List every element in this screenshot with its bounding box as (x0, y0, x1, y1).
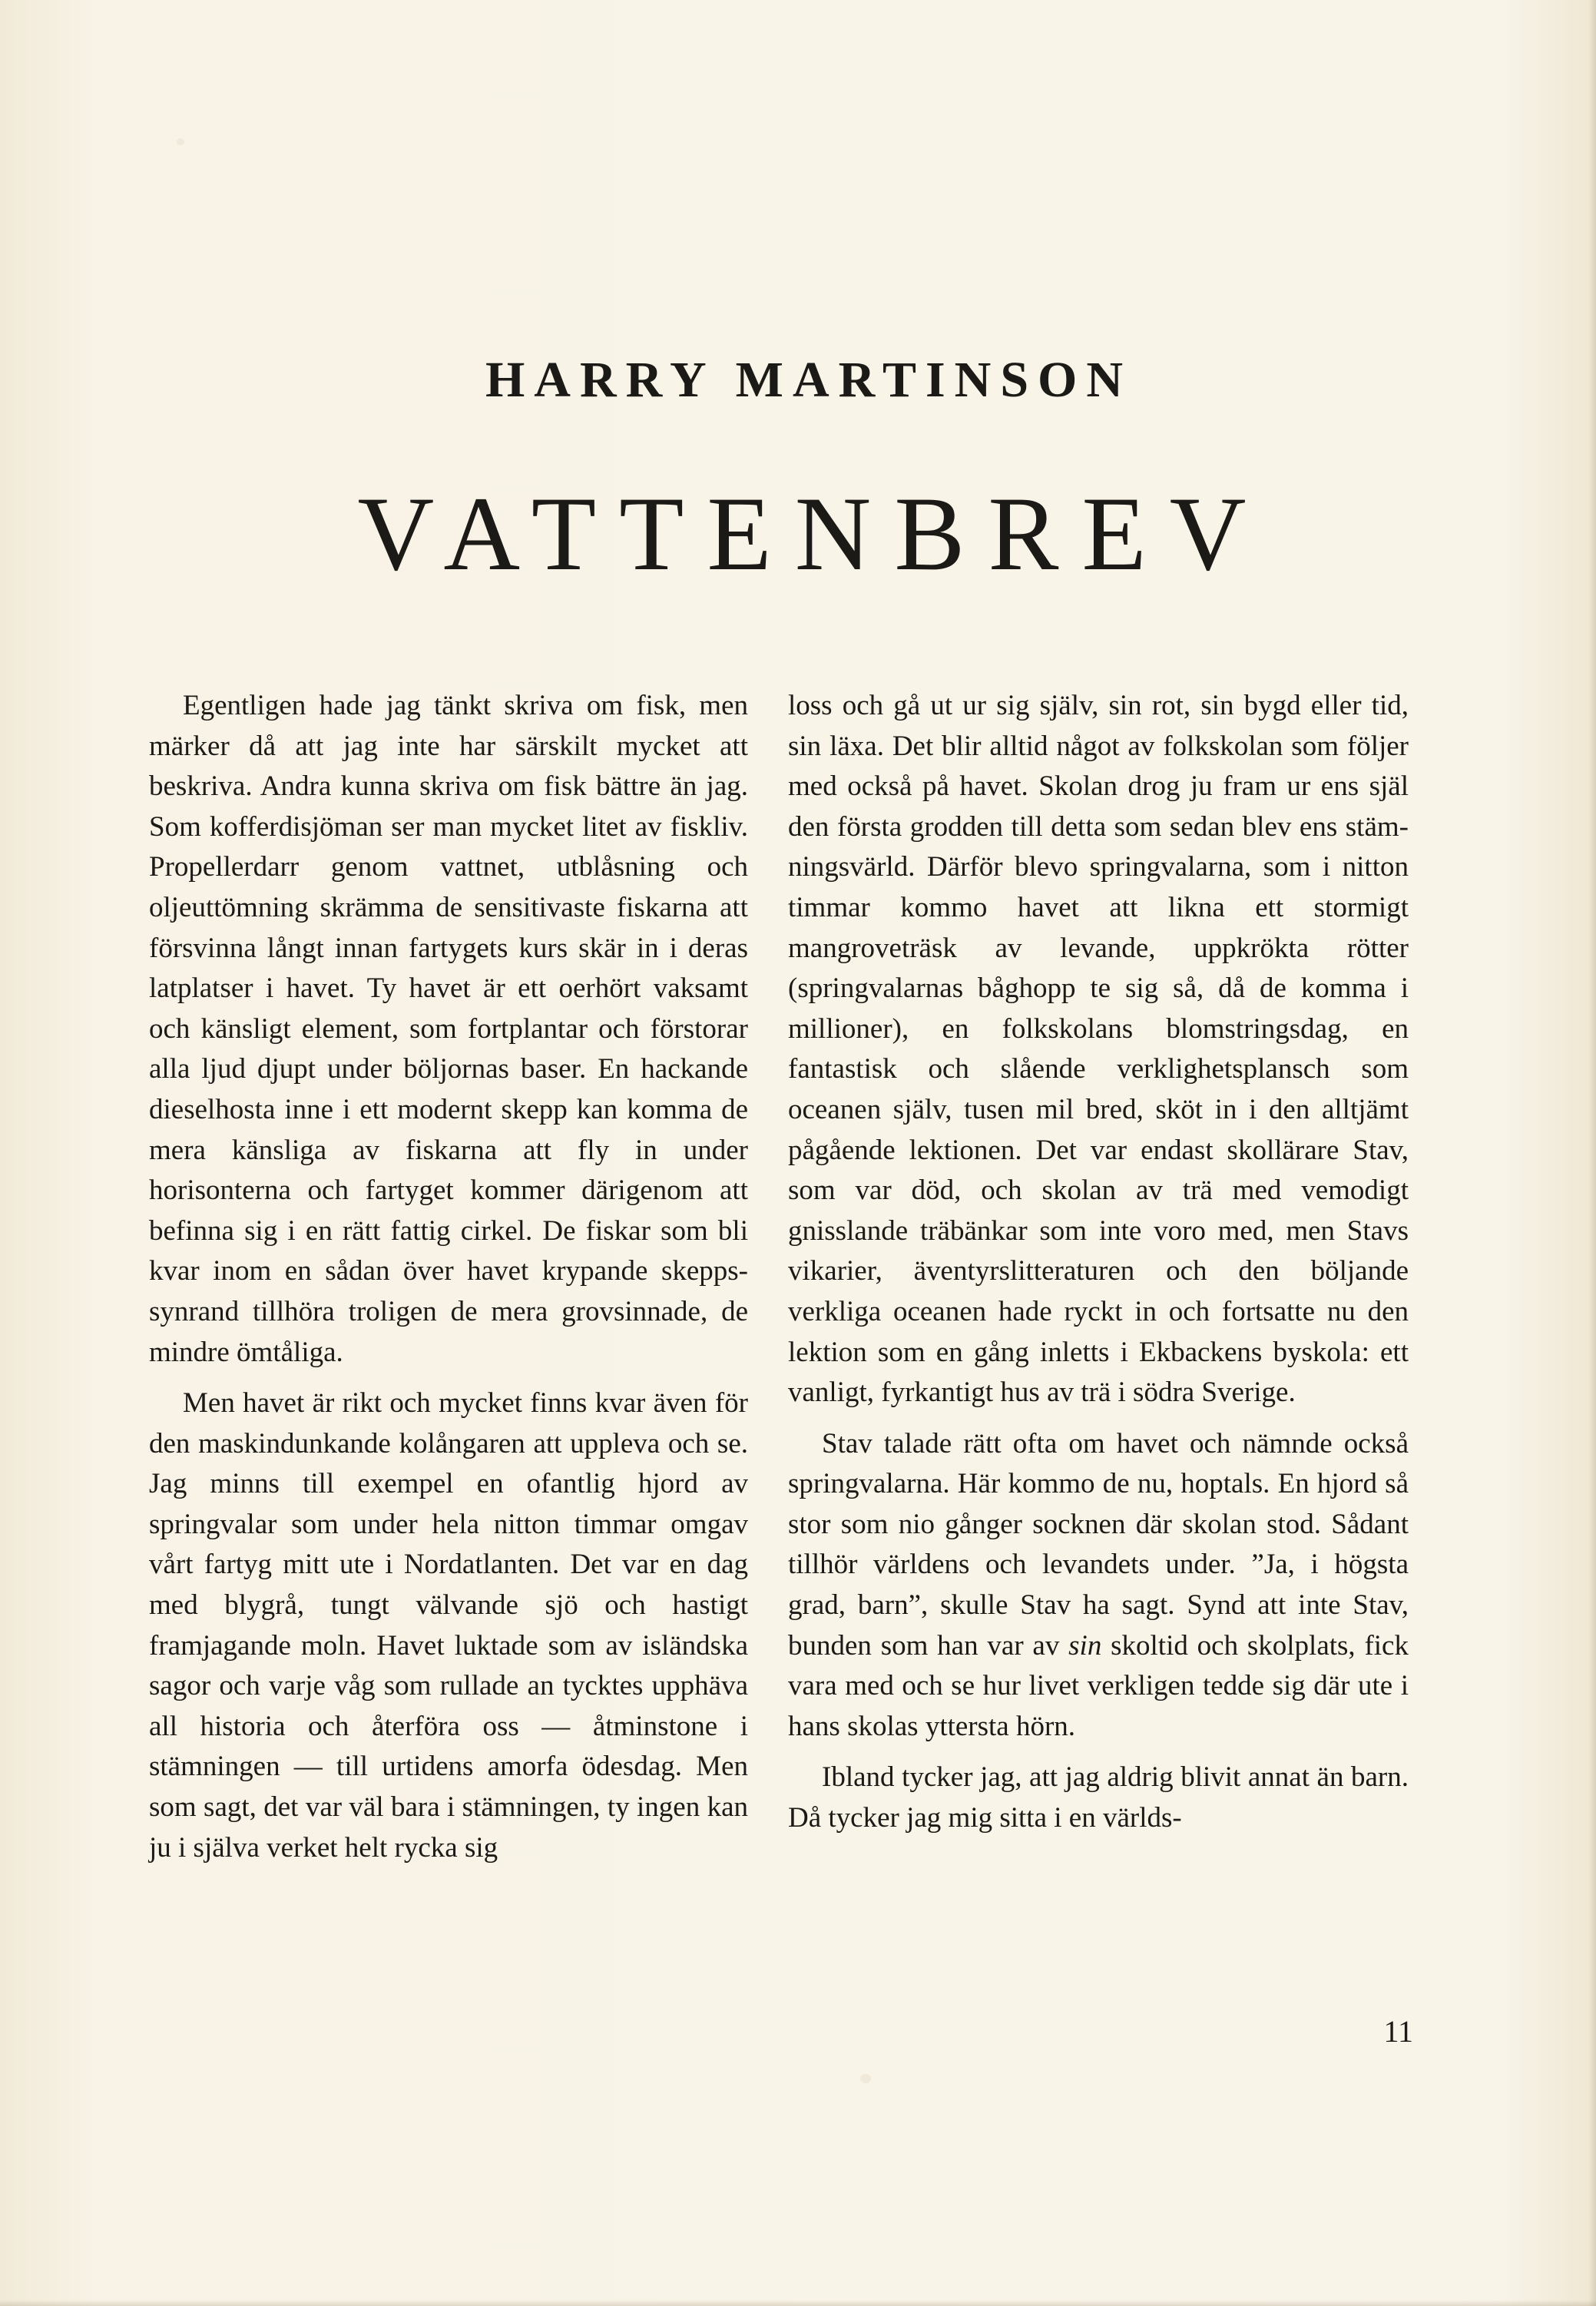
text-column-right (788, 686, 1409, 1839)
paragraph-text: skoltid och skolplats, fick vara med och se hur livet verkligen tedde sig där ute i hans skolas yttersta hörn. (788, 1629, 1409, 1742)
author-name: HARRY MARTINSON (485, 352, 1133, 408)
page-number: 11 (1383, 2014, 1413, 2049)
paragraph: Men havet är rikt och mycket finns kvar även för den maskindunkande kolångaren att uppleva och se. Jag minns till exempel en ofantlig hjord av springvalar som under hela nitton timmar omgav vårt fartyg mitt ute i Nordatlanten. Det var en dag med blygrå, tungt välvande sjö och hastigt framjagande moln. Havet luktade som av isländska sagor och varje våg som rullade an tycktes upphäva all historia och återföra oss — åtminstone i stämningen — till urtidens amorfa ödesdag. Men som sagt, det var väl bara i stämningen, ty ingen kan ju i själva verket helt rycka sig (149, 1387, 748, 1864)
page-edge-shadow-bottom (0, 2300, 1596, 2306)
paragraph: Ibland tycker jag, att jag aldrig blivit annat än barn. Då tycker jag mig sitta i en världs- (788, 1761, 1409, 1834)
paper-speck (860, 2074, 871, 2083)
text-column-left (149, 686, 748, 1868)
paragraph: Egentligen hade jag tänkt skriva om fisk, men märker då att jag inte har särskilt mycket att beskriva. Andra kunna skriva om fisk bättre än jag. Som kofferdisjöman ser man mycket litet av fiskliv. Propellerdarr genom vattnet, utblåsning och oljeuttömning skrämma de sensitivaste fiskarna att försvinna långt innan fartygets kurs skär in i deras latplatser i havet. Ty havet är ett oerhört vaksamt och känsligt element, som fortplantar och förstorar alla ljud djupt under böljornas baser. En hackande dieselhosta inne i ett modernt skepp kan komma de mera känsliga av fiskarna att fly in under horisonterna och fartyget kommer därigenom att befinna sig i en rätt fattig cirkel. De fiskar som bli kvar inom en sådan över havet krypande skeppssynrand tillhöra troligen de mera grovsinnade, de mindre ömtåliga. (149, 690, 748, 1368)
emphasized-word: sin (1068, 1629, 1102, 1662)
paragraph (788, 1424, 1409, 1748)
paper-speck (177, 138, 184, 145)
article-title: VATTENBREV (357, 475, 1270, 592)
paragraph-text: Stav talade rätt ofta om havet och nämnde också springvalarna. Här kommo de nu, hoptals. En hjord så stor som nio gånger socknen där skolan stod. Sådant tillhör världens och levandets under. ”Ja, i högsta grad, barn”, skulle Stav ha sagt. Synd att inte Stav, bunden som han var av (788, 1427, 1409, 1662)
page-edge-shadow-right (1588, 0, 1596, 2306)
paragraph-continuation: loss och gå ut ur sig själv, sin rot, sin bygd eller tid, sin läxa. Det blir alltid något av folkskolan som följer med också på havet. Skolan drog ju fram ur ens själ den första grodden till detta som sedan blev ens stämningsvärld. Därför blevo springvalarna, som i nitton timmar kommo havet att likna ett stormigt mangroveträsk av levande, uppkrökta rötter (springvalarnas båghopp te sig så, då de komma i millioner), en folkskolans blomstringsdag, en fantastisk och slående verklighetsplansch som oceanen själv, tusen mil bred, sköt in i den alltjämt pågående lektionen. Det var endast skollärare Stav, som var död, och skolan av trä med vemodigt gnisslande träbänkar som inte voro med, men Stavs vikarier, äventyrslitteraturen och den böljande verkliga oceanen hade ryckt in och fortsatte nu den lektion som en gång inletts i Ekbackens byskola: ett vanligt, fyrkantigt hus av trä i södra Sverige. (788, 690, 1409, 1409)
